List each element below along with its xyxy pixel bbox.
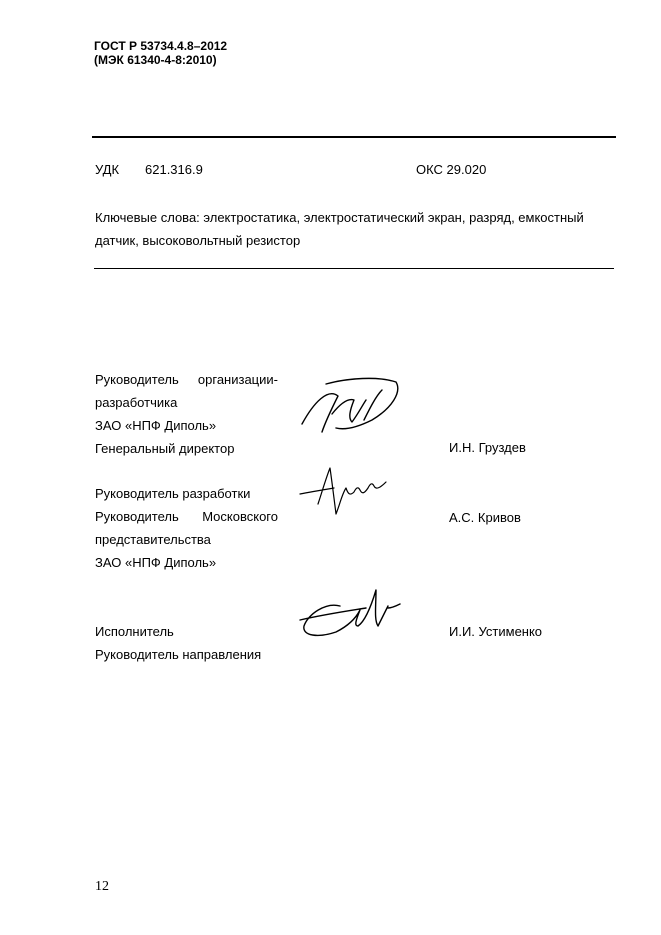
signatory-3-line-2: Руководитель направления [95, 647, 262, 662]
keywords-line-1: Ключевые слова: электростатика, электростатический экран, разряд, емкостный [95, 210, 584, 225]
signature-3 [296, 580, 408, 642]
document-header [94, 39, 227, 67]
signatory-2-titles [95, 482, 278, 574]
signatory-2-name: А.С. Кривов [449, 510, 521, 525]
oks-code: ОКС 29.020 [416, 162, 487, 177]
signatory-1-name: И.Н. Груздев [449, 440, 526, 455]
signature-1 [296, 374, 404, 438]
signatory-1-titles [95, 368, 278, 460]
udk-value: 621.316.9 [145, 162, 203, 177]
keywords-section [95, 206, 615, 252]
signatory-2-line-4: ЗАО «НПФ Диполь» [95, 555, 217, 570]
signature-2 [296, 464, 392, 520]
page-number: 12 [95, 879, 109, 894]
signatory-2-line-1: Руководитель разработки [95, 486, 251, 501]
signatory-1-line-3: ЗАО «НПФ Диполь» [95, 418, 217, 433]
keywords-line-2: датчик, высоковольтный резистор [95, 233, 301, 248]
iec-code: (МЭК 61340-4-8:2010) [94, 53, 217, 67]
top-divider [92, 136, 616, 138]
signatory-3-name: И.И. Устименко [449, 624, 543, 639]
signatory-2-line-2: Руководитель Московского [95, 509, 278, 524]
signatory-2-line-3: представительства [95, 532, 211, 547]
signatory-3-titles [95, 620, 278, 666]
signatory-3-line-1: Исполнитель [95, 624, 174, 639]
signatory-1-line-1: Руководитель организации- [95, 372, 278, 387]
bottom-divider [94, 268, 614, 269]
signatory-1-line-4: Генеральный директор [95, 441, 235, 456]
standard-code: ГОСТ Р 53734.4.8–2012 [94, 39, 228, 53]
signatory-1-line-2: разработчика [95, 395, 178, 410]
udk-label: УДК [95, 162, 120, 177]
